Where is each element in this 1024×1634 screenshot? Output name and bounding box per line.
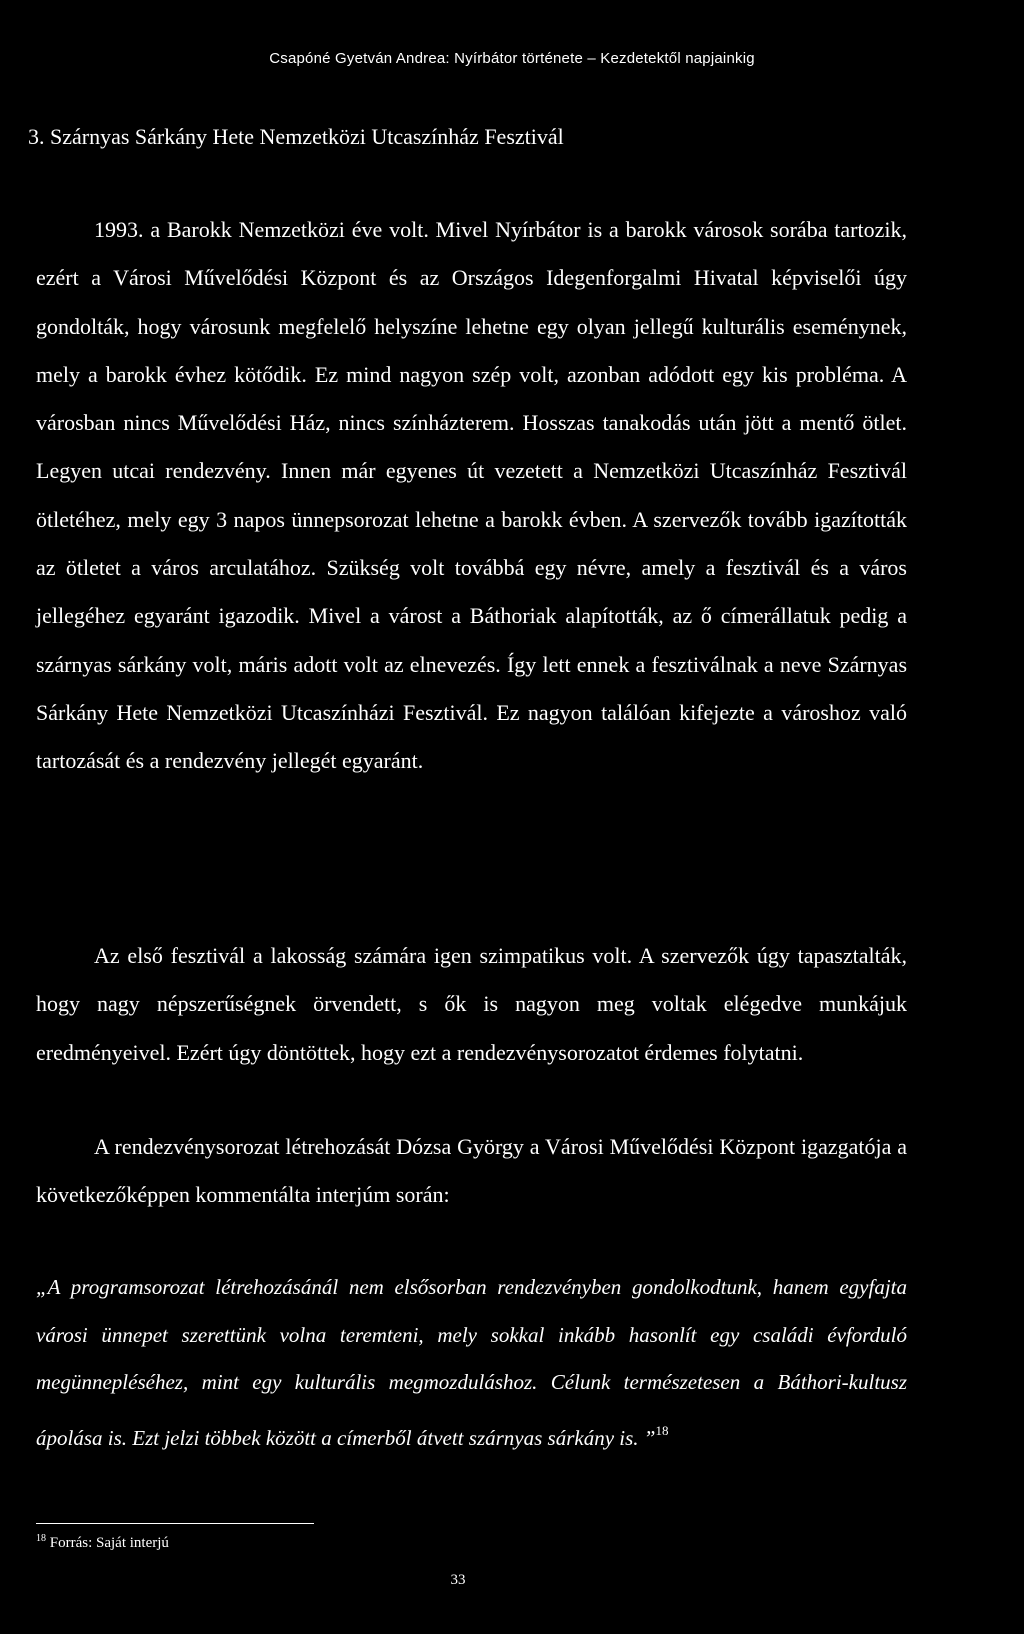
- footnote-reference: 18: [655, 1422, 669, 1438]
- quote-text: „A programsorozat létrehozásánál nem elsősorban rendezvényben gondolkodtunk, hanem egyfajta városi ünnepet szerettünk volna teremteni, mely sokkal inkább hasonlít egy családi évforduló megünnepléséhez, mint egy kulturális megmozduláshoz. Célunk természetesen a Báthori-kultusz ápolása is. Ezt jelzi többek között a címerből átvett szárnyas sárkány is. ”: [36, 1275, 907, 1450]
- paragraph-text: Az első fesztivál a lakosság számára igen szimpatikus volt. A szervezők úgy tapasztalták, hogy nagy népszerűségnek örvendett, s ők is nagyon meg voltak elégedve munkájuk eredményeivel. Ezért úgy döntöttek, hogy ezt a rendezvénysorozatot érdemes folytatni.: [36, 943, 907, 1065]
- body-paragraph-2: [36, 932, 907, 1077]
- running-header: Csapóné Gyetván Andrea: Nyírbátor története – Kezdetektől napjainkig: [269, 50, 755, 67]
- footnote-divider: [36, 1523, 314, 1524]
- interview-quote: [36, 1264, 907, 1462]
- paragraph-text: 1993. a Barokk Nemzetközi éve volt. Mivel Nyírbátor is a barokk városok sorába tartozik, ezért a Városi Művelődési Központ és az Országos Idegenforgalmi Hivatal képviselői úgy gondolták, hogy városunk megfelelő helyszíne lehetne egy olyan jellegű kulturális eseménynek, mely a barokk évhez kötődik. Ez mind nagyon szép volt, azonban adódott egy kis probléma. A városban nincs Művelődési Ház, nincs színházterem. Hosszas tanakodás után jött a mentő ötlet. Legyen utcai rendezvény. Innen már egyenes út vezetett a Nemzetközi Utcaszínház Fesztivál ötletéhez, mely egy 3 napos ünnepsorozat lehetne a barokk évben. A szervezők tovább igazították az ötletet a város arculatához. Szükség volt továbbá egy névre, amely a fesztivál és a város jellegéhez egyaránt igazodik. Mivel a várost a Báthoriak alapították, az ő címerállatuk pedig a szárnyas sárkány volt, máris adott volt az elnevezés. Így lett ennek a fesztiválnak a neve Szárnyas Sárkány Hete Nemzetközi Utcaszínházi Fesztivál. Ez nagyon találóan kifejezte a városhoz való tartozását és a rendezvény jellegét egyaránt.: [36, 217, 907, 774]
- footnote-number: 18: [36, 1533, 46, 1544]
- paragraph-text: A rendezvénysorozat létrehozását Dózsa György a Városi Művelődési Központ igazgatója a következőképpen kommentálta interjúm során:: [36, 1134, 907, 1208]
- footnote: [36, 1533, 169, 1552]
- body-paragraph-3: [36, 1123, 907, 1220]
- body-paragraph-1: [36, 206, 907, 786]
- footnote-text: Forrás: Saját interjú: [49, 1535, 169, 1551]
- page-number: 33: [450, 1572, 466, 1588]
- section-title: 3. Szárnyas Sárkány Hete Nemzetközi Utcaszínház Fesztivál: [28, 124, 564, 149]
